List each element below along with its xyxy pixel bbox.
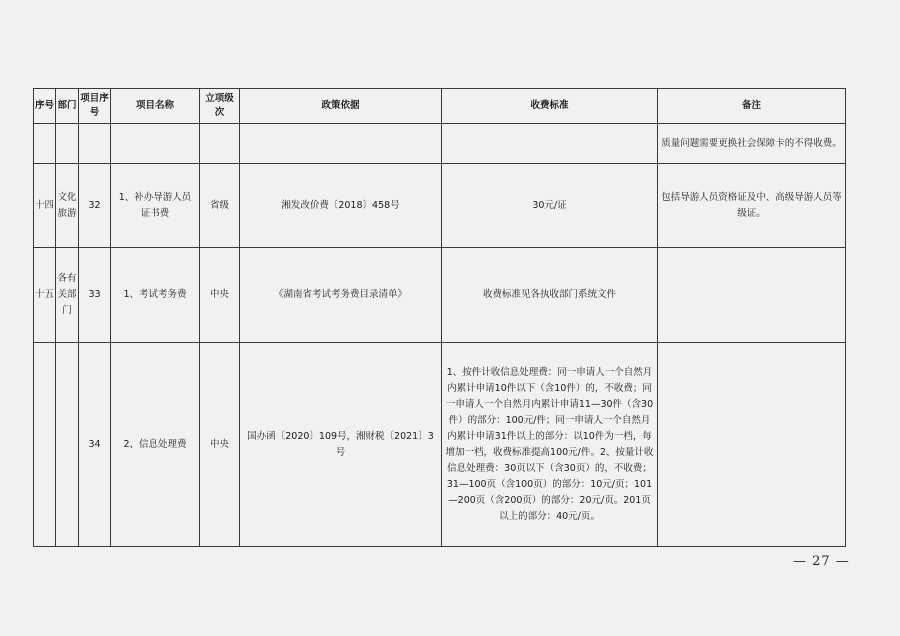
cell-standard: 收费标准见各执收部门系统文件: [442, 248, 658, 343]
cell-item-name: 1、补办导游人员证书费: [111, 164, 200, 248]
cell-remark: [658, 343, 846, 547]
cell-policy: 国办函〔2020〕109号，湘财税〔2021〕3号: [240, 343, 442, 547]
cell-standard: 1、按件计收信息处理费：同一申请人一个自然月内累计申请10件以下（含10件）的，不收费；同一申请人一个自然月内累计申请11—30件（含30件）的部分：100元/件；同一申请人一个自然月内累计申请31件以上的部分：以10件为一档，每增加一档，收费标准提高100元/件。2、按量计收信息处理费：30页以下（含30页）的，不收费；31—100页（含100页）的部分：10元/页；101—200页（含200页）的部分：20元/页。201页以上的部分：40元/页。: [442, 343, 658, 547]
cell-level: 中央: [200, 248, 240, 343]
header-level: 立项级次: [200, 89, 240, 124]
cell-item-no: [79, 124, 111, 164]
header-item-no: 项目序号: [79, 89, 111, 124]
cell-seq: 十四: [34, 164, 56, 248]
table-row: [34, 343, 846, 547]
page-number: — 27 —: [793, 554, 850, 569]
cell-standard: 30元/证: [442, 164, 658, 248]
cell-dept: 文化旅游: [56, 164, 79, 248]
header-policy: 政策依据: [240, 89, 442, 124]
cell-policy: 《湖南省考试考务费目录清单》: [240, 248, 442, 343]
cell-item-no: 32: [79, 164, 111, 248]
cell-dept: [56, 124, 79, 164]
table-row: [34, 164, 846, 248]
cell-level: [200, 124, 240, 164]
cell-policy: 湘发改价费〔2018〕458号: [240, 164, 442, 248]
cell-item-no: 33: [79, 248, 111, 343]
cell-remark: 质量问题需要更换社会保障卡的不得收费。: [658, 124, 846, 164]
cell-policy: [240, 124, 442, 164]
table-row: [34, 248, 846, 343]
cell-seq: [34, 124, 56, 164]
header-seq: 序号: [34, 89, 56, 124]
table-header-row: [34, 89, 846, 124]
cell-remark: [658, 248, 846, 343]
header-standard: 收费标准: [442, 89, 658, 124]
cell-level: 省级: [200, 164, 240, 248]
cell-remark: 包括导游人员资格证及中、高级导游人员等级证。: [658, 164, 846, 248]
header-item-name: 项目名称: [111, 89, 200, 124]
cell-item-no: 34: [79, 343, 111, 547]
cell-seq: [34, 343, 56, 547]
cell-item-name: 2、信息处理费: [111, 343, 200, 547]
header-remark: 备注: [658, 89, 846, 124]
cell-level: 中央: [200, 343, 240, 547]
fee-table: [33, 88, 846, 547]
cell-item-name: [111, 124, 200, 164]
table-row-continued: [34, 124, 846, 164]
cell-dept: 各有关部门: [56, 248, 79, 343]
header-dept: 部门: [56, 89, 79, 124]
cell-standard: [442, 124, 658, 164]
cell-item-name: 1、考试考务费: [111, 248, 200, 343]
cell-seq: 十五: [34, 248, 56, 343]
cell-dept: [56, 343, 79, 547]
